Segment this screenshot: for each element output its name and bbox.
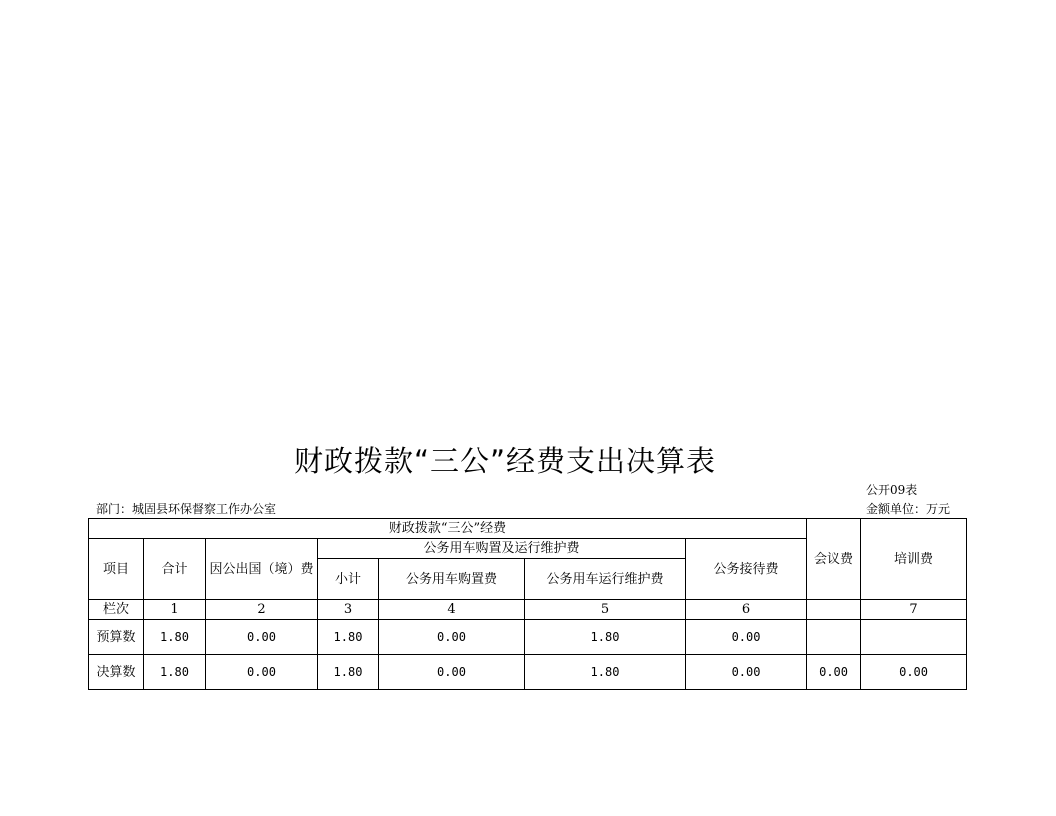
table-cell: 1.80 xyxy=(525,620,686,655)
table-cell: 0.00 xyxy=(206,620,318,655)
row-label: 预算数 xyxy=(89,620,144,655)
table-cell: 1 xyxy=(144,600,206,620)
table-cell: 0.00 xyxy=(686,620,807,655)
training-header: 培训费 xyxy=(861,519,967,600)
document-title: 财政拨款“三公”经费支出决算表 xyxy=(293,444,717,478)
table-cell: 0.00 xyxy=(379,620,525,655)
reception-header: 公务接待费 xyxy=(686,539,807,600)
table-cell: 1.80 xyxy=(318,655,379,690)
vehicle-purchase-header: 公务用车购置费 xyxy=(379,559,525,600)
table-cell: 0.00 xyxy=(686,655,807,690)
group-header-cell: 财政拨款“三公”经费 xyxy=(89,519,807,539)
item-header: 项目 xyxy=(89,539,144,600)
table-cell: 0.00 xyxy=(379,655,525,690)
table-cell: 1.80 xyxy=(144,620,206,655)
table-cell xyxy=(807,600,861,620)
meeting-header: 会议费 xyxy=(807,519,861,600)
table-cell: 0.00 xyxy=(206,655,318,690)
table-cell: 7 xyxy=(861,600,967,620)
table-row xyxy=(89,620,967,655)
row-label: 栏次 xyxy=(89,600,144,620)
table-row xyxy=(89,655,967,690)
table-cell: 2 xyxy=(206,600,318,620)
three-public-expenses-table xyxy=(88,518,967,690)
table-cell: 6 xyxy=(686,600,807,620)
row-label: 决算数 xyxy=(89,655,144,690)
amount-unit-label: 金额单位：万元 xyxy=(866,502,951,516)
abroad-header: 因公出国（境）费 xyxy=(206,539,318,600)
table-cell: 1.80 xyxy=(525,655,686,690)
table-cell xyxy=(807,620,861,655)
table-cell: 0.00 xyxy=(861,655,967,690)
vehicle-operation-header: 公务用车运行维护费 xyxy=(525,559,686,600)
subtotal-header: 小计 xyxy=(318,559,379,600)
vehicle-group-header: 公务用车购置及运行维护费 xyxy=(318,539,686,559)
table-cell: 1.80 xyxy=(144,655,206,690)
form-number: 公开09表 xyxy=(866,483,918,497)
total-header: 合计 xyxy=(144,539,206,600)
group-header-row xyxy=(89,519,967,539)
table-cell: 5 xyxy=(525,600,686,620)
table-cell: 4 xyxy=(379,600,525,620)
table-cell: 3 xyxy=(318,600,379,620)
table-cell xyxy=(861,620,967,655)
table-cell: 1.80 xyxy=(318,620,379,655)
department-label: 部门：城固县环保督察工作办公室 xyxy=(96,502,277,516)
table-row xyxy=(89,600,967,620)
table-cell: 0.00 xyxy=(807,655,861,690)
